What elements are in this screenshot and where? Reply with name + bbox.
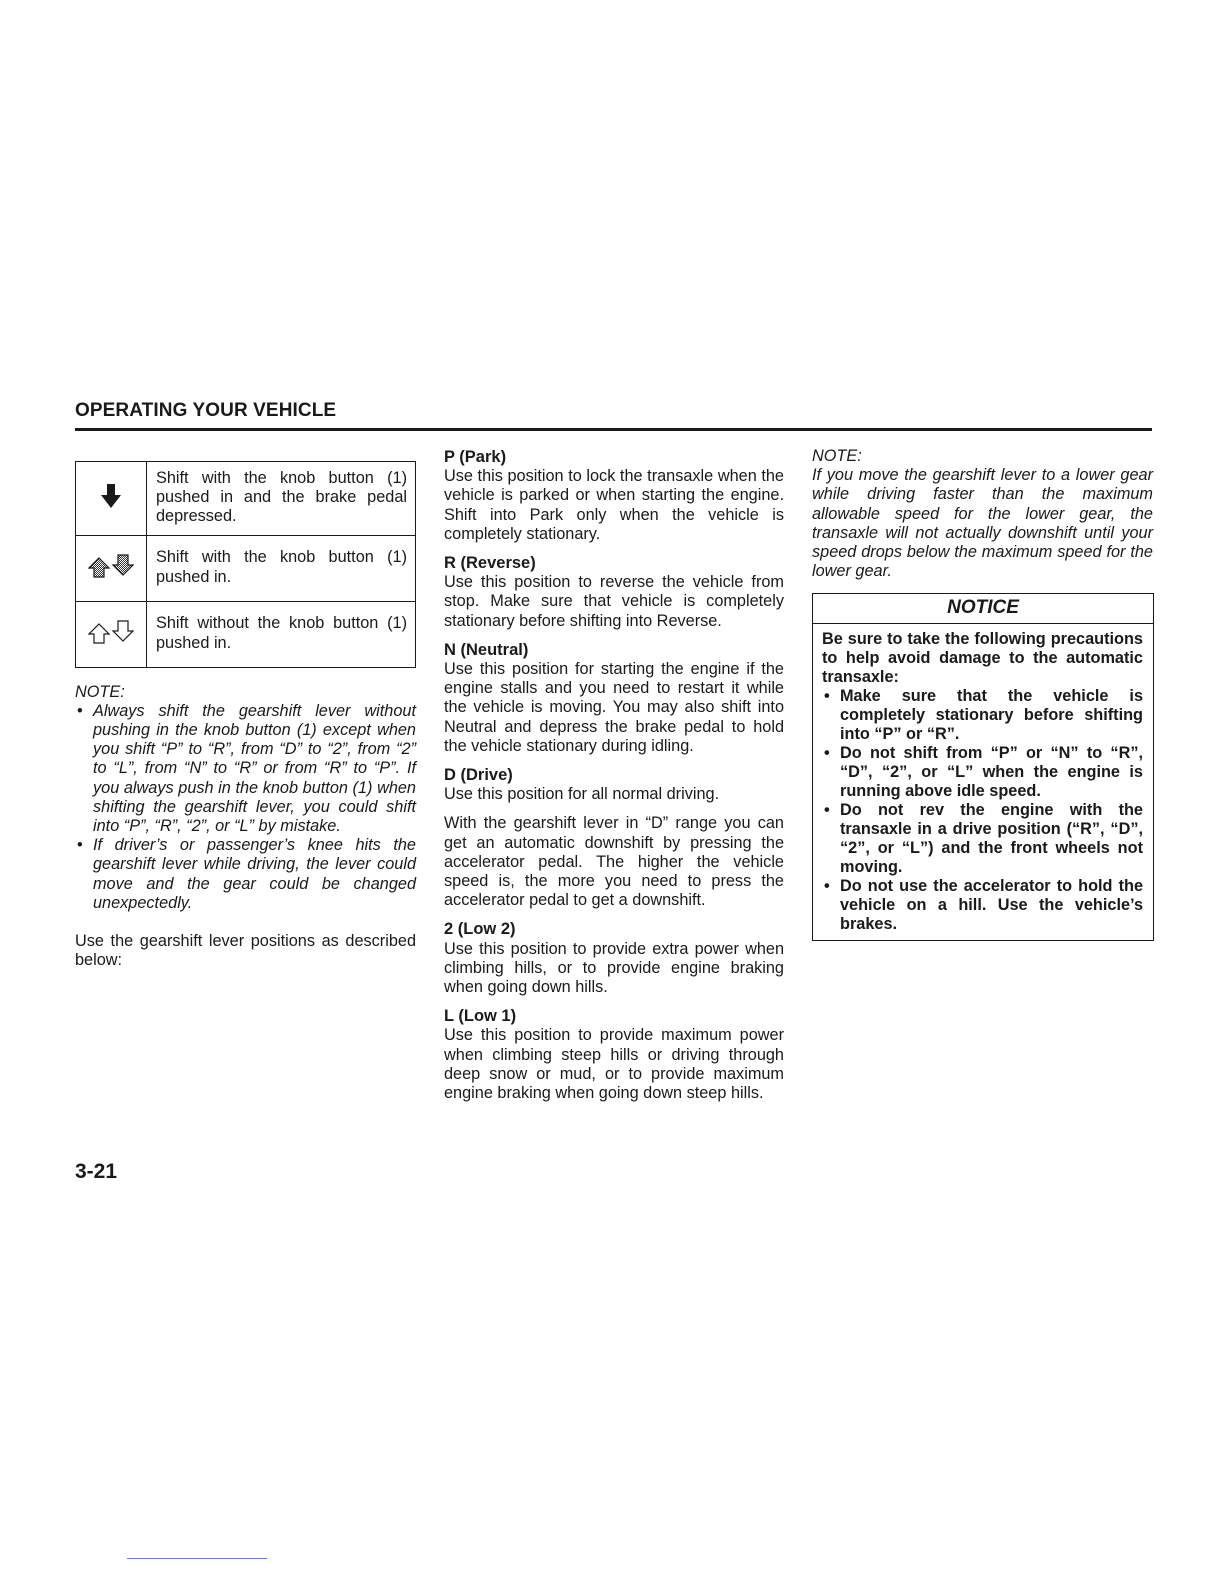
section-body: Use this position to provide maximum power when climbing steep hills or driving through deep snow or mud, or to provide maximum engine braking when going down steep hills. bbox=[444, 1026, 784, 1103]
precaution-item: • Do not use the accelerator to hold the vehicle on a hill. Use the vehicle’s brakes. bbox=[822, 877, 1143, 934]
outline-up-down-arrows-icon bbox=[76, 601, 147, 667]
position-section-park bbox=[444, 448, 784, 544]
section-title: R (Reverse) bbox=[444, 554, 536, 573]
note-label: NOTE: bbox=[75, 682, 125, 701]
left-column bbox=[75, 461, 416, 970]
section-title: D (Drive) bbox=[444, 766, 513, 785]
section-body: Use this position to lock the transaxle when the vehicle is parked or when starting the engine. Shift into Park only when the vehicle is completely stationary. bbox=[444, 467, 784, 543]
position-section-neutral bbox=[444, 641, 784, 756]
note-label: NOTE: bbox=[812, 447, 862, 465]
section-title: N (Neutral) bbox=[444, 640, 529, 659]
section-body: Use this position to provide extra power when climbing hills, or to provide engine braking when going down hills. bbox=[444, 939, 784, 997]
right-column bbox=[812, 447, 1153, 941]
bottom-divider bbox=[127, 1558, 267, 1559]
section-body: Use this position for all normal driving. bbox=[444, 785, 720, 804]
page-number: 3-21 bbox=[75, 1160, 118, 1183]
shift-table-row bbox=[76, 462, 416, 536]
note-item: • If driver’s or passenger’s knee hits the gearshift lever while driving, the lever could move and the gear could be changed unexpectedly. bbox=[75, 836, 416, 913]
middle-column bbox=[444, 448, 784, 1113]
section-title: 2 (Low 2) bbox=[444, 920, 516, 939]
solid-down-arrow-icon bbox=[76, 462, 147, 536]
shaded-up-down-arrows-icon bbox=[76, 535, 147, 601]
section-body: Use this position for starting the engine if the engine stalls and you need to restart it while the vehicle is moving. You may also shift into Neutral and depress the brake pedal to hold the vehicle stationary during idling. bbox=[444, 660, 784, 755]
position-section-low1 bbox=[444, 1007, 784, 1103]
precaution-item: • Do not rev the engine with the transaxle in a drive position (“R”, “D”, “2”, or “L”) and the front wheels not moving. bbox=[822, 801, 1143, 877]
section-title: P (Park) bbox=[444, 448, 507, 466]
section-header: OPERATING YOUR VEHICLE bbox=[75, 400, 337, 421]
precaution-item: • Make sure that the vehicle is completely stationary before shifting into “P” or “R”. bbox=[822, 687, 1143, 744]
shift-table-text: Shift with the knob button (1) pushed in. bbox=[147, 535, 416, 601]
shift-table-row bbox=[76, 601, 416, 667]
section-body: With the gearshift lever in “D” range you can get an automatic downshift by pressing the accelerator pedal. The higher the vehicle speed is, the more you need to press the accelerator pedal to get a downshift. bbox=[444, 814, 784, 910]
position-section-drive bbox=[444, 766, 784, 910]
section-body: Use this position to reverse the vehicle from stop. Make sure that vehicle is completely stationary before shifting into Reverse. bbox=[444, 573, 784, 630]
note-text: If you move the gearshift lever to a lower gear while driving faster than the maximum allowable speed for the lower gear, the transaxle will not actually downshift until your speed drops below the maximum speed for the lower gear. bbox=[812, 466, 1153, 581]
shift-table-row bbox=[76, 535, 416, 601]
notice-body bbox=[813, 624, 1153, 940]
note-list bbox=[75, 702, 416, 913]
header-rule bbox=[75, 428, 1152, 431]
notice-title: NOTICE bbox=[813, 594, 1153, 623]
note-item: • Always shift the gearshift lever without pushing in the knob button (1) except when you shift “P” to “R”, from “D” to “2”, from “2” to “L”, from “N” to “R” or from “R” to “P”. If you always push in the knob button (1) when shifting the gearshift lever, you could shift into “P”, “R”, “2”, or “L” by mistake. bbox=[75, 702, 416, 836]
intro-paragraph: Use the gearshift lever positions as described below: bbox=[75, 932, 416, 970]
position-section-low2 bbox=[444, 920, 784, 997]
shift-method-table bbox=[75, 461, 416, 668]
section-title: L (Low 1) bbox=[444, 1007, 517, 1026]
precaution-list bbox=[822, 687, 1143, 934]
shift-table-text: Shift with the knob button (1) pushed in and the brake pedal depressed. bbox=[147, 462, 416, 536]
shift-table-text: Shift without the knob button (1) pushed in. bbox=[147, 601, 416, 667]
precaution-item: • Do not shift from “P” or “N” to “R”, “D”, “2”, or “L” when the engine is running above idle speed. bbox=[822, 744, 1143, 801]
position-section-reverse bbox=[444, 554, 784, 631]
notice-box bbox=[812, 593, 1154, 940]
notice-intro: Be sure to take the following precautions to help avoid damage to the automatic transaxle: bbox=[822, 629, 1143, 686]
